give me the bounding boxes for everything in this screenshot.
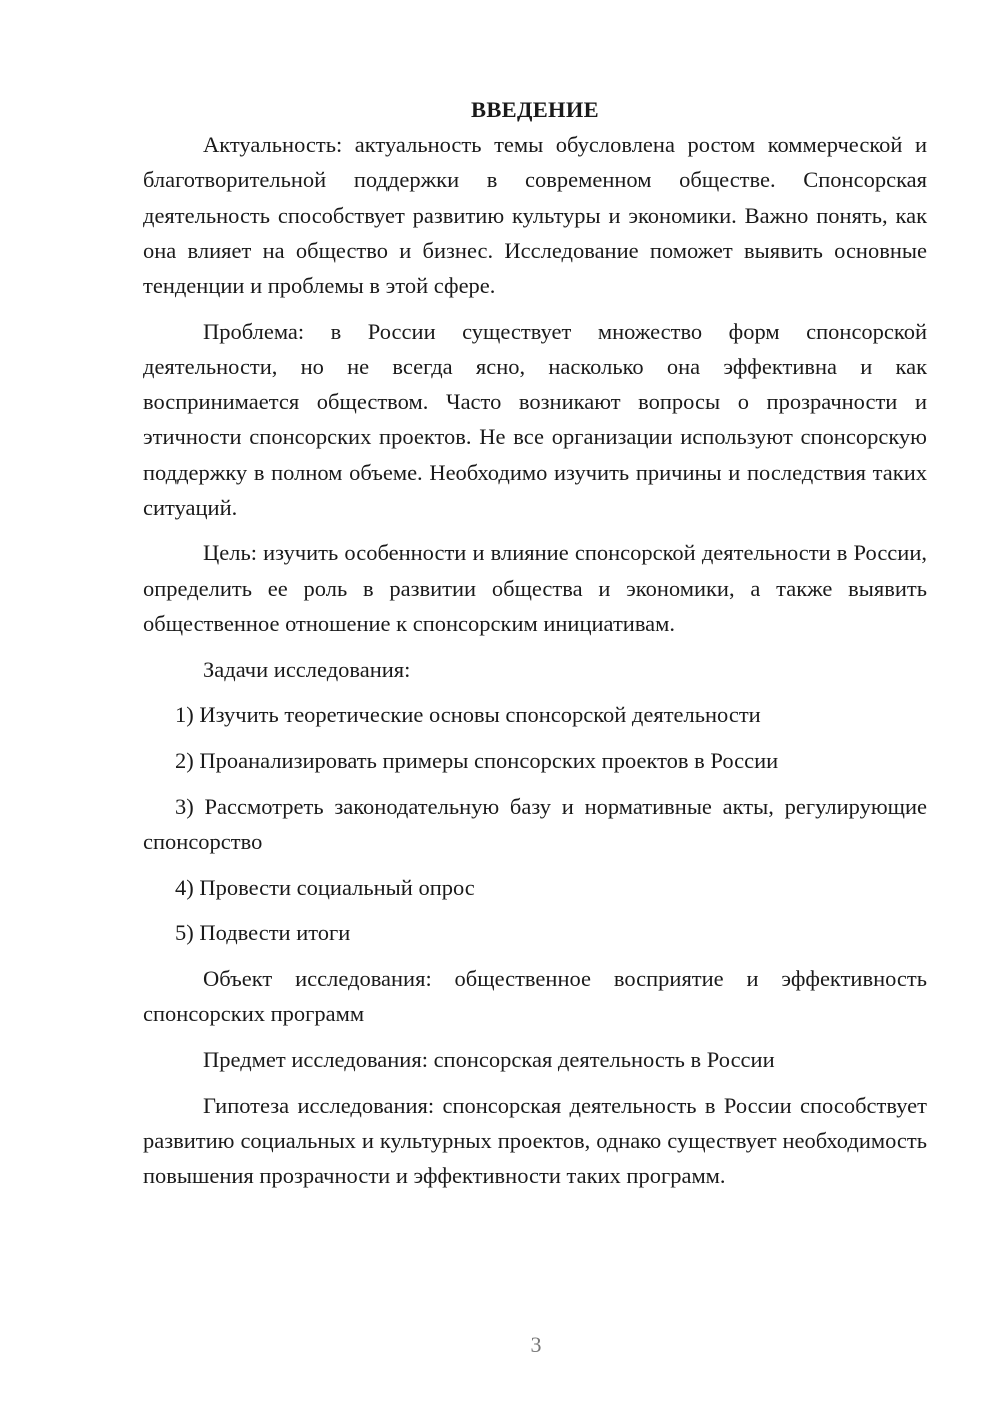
paragraph-problem: Проблема: в России существует множество форм спонсорской деятельности, но не всегда ясно, насколько она эффективна и как воспринимается обществом. Часто возникают вопросы о прозрачности и этичности спонсорских проектов. Не все организации используют спонсорскую поддержку в полном объеме. Необходимо изучить причины и последствия таких ситуаций.: [143, 318, 927, 520]
paragraph-subject: Предмет исследования: спонсорская деятельность в России: [203, 1046, 775, 1072]
paragraph-goal: Цель: изучить особенности и влияние спонсорской деятельности в России, определить ее роль в развитии общества и экономики, а также выявить общественное отношение к спонсорским инициативам.: [143, 540, 927, 636]
page-number: 3: [530, 1332, 542, 1357]
task-item-4: 4) Провести социальный опрос: [175, 874, 475, 900]
task-item-5: 5) Подвести итоги: [175, 920, 351, 946]
document-page: [143, 92, 927, 1204]
task-item-1: 1) Изучить теоретические основы спонсорской деятельности: [175, 702, 761, 728]
task-item-3: 3) Рассмотреть законодательную базу и нормативные акты, регулирующие спонсорство: [143, 793, 927, 854]
paragraph-tasks-heading: Задачи исследования:: [203, 656, 411, 682]
paragraph-relevance: Актуальность: актуальность темы обусловлена ростом коммерческой и благотворительной поддержки в современном обществе. Спонсорская деятельность способствует развитию культуры и экономики. Важно понять, как она влияет на общество и бизнес. Исследование поможет выявить основные тенденции и проблемы в этой сфере.: [143, 132, 927, 299]
paragraph-object: Объект исследования: общественное восприятие и эффективность спонсорских программ: [143, 965, 927, 1027]
paragraph-hypothesis: Гипотеза исследования: спонсорская деятельность в России способствует развитию социальных и культурных проектов, однако существует необходимость повышения прозрачности и эффективности таких программ.: [143, 1092, 927, 1188]
task-item-2: 2) Проанализировать примеры спонсорских проектов в России: [175, 747, 779, 773]
section-title: ВВЕДЕНИЕ: [471, 97, 599, 122]
